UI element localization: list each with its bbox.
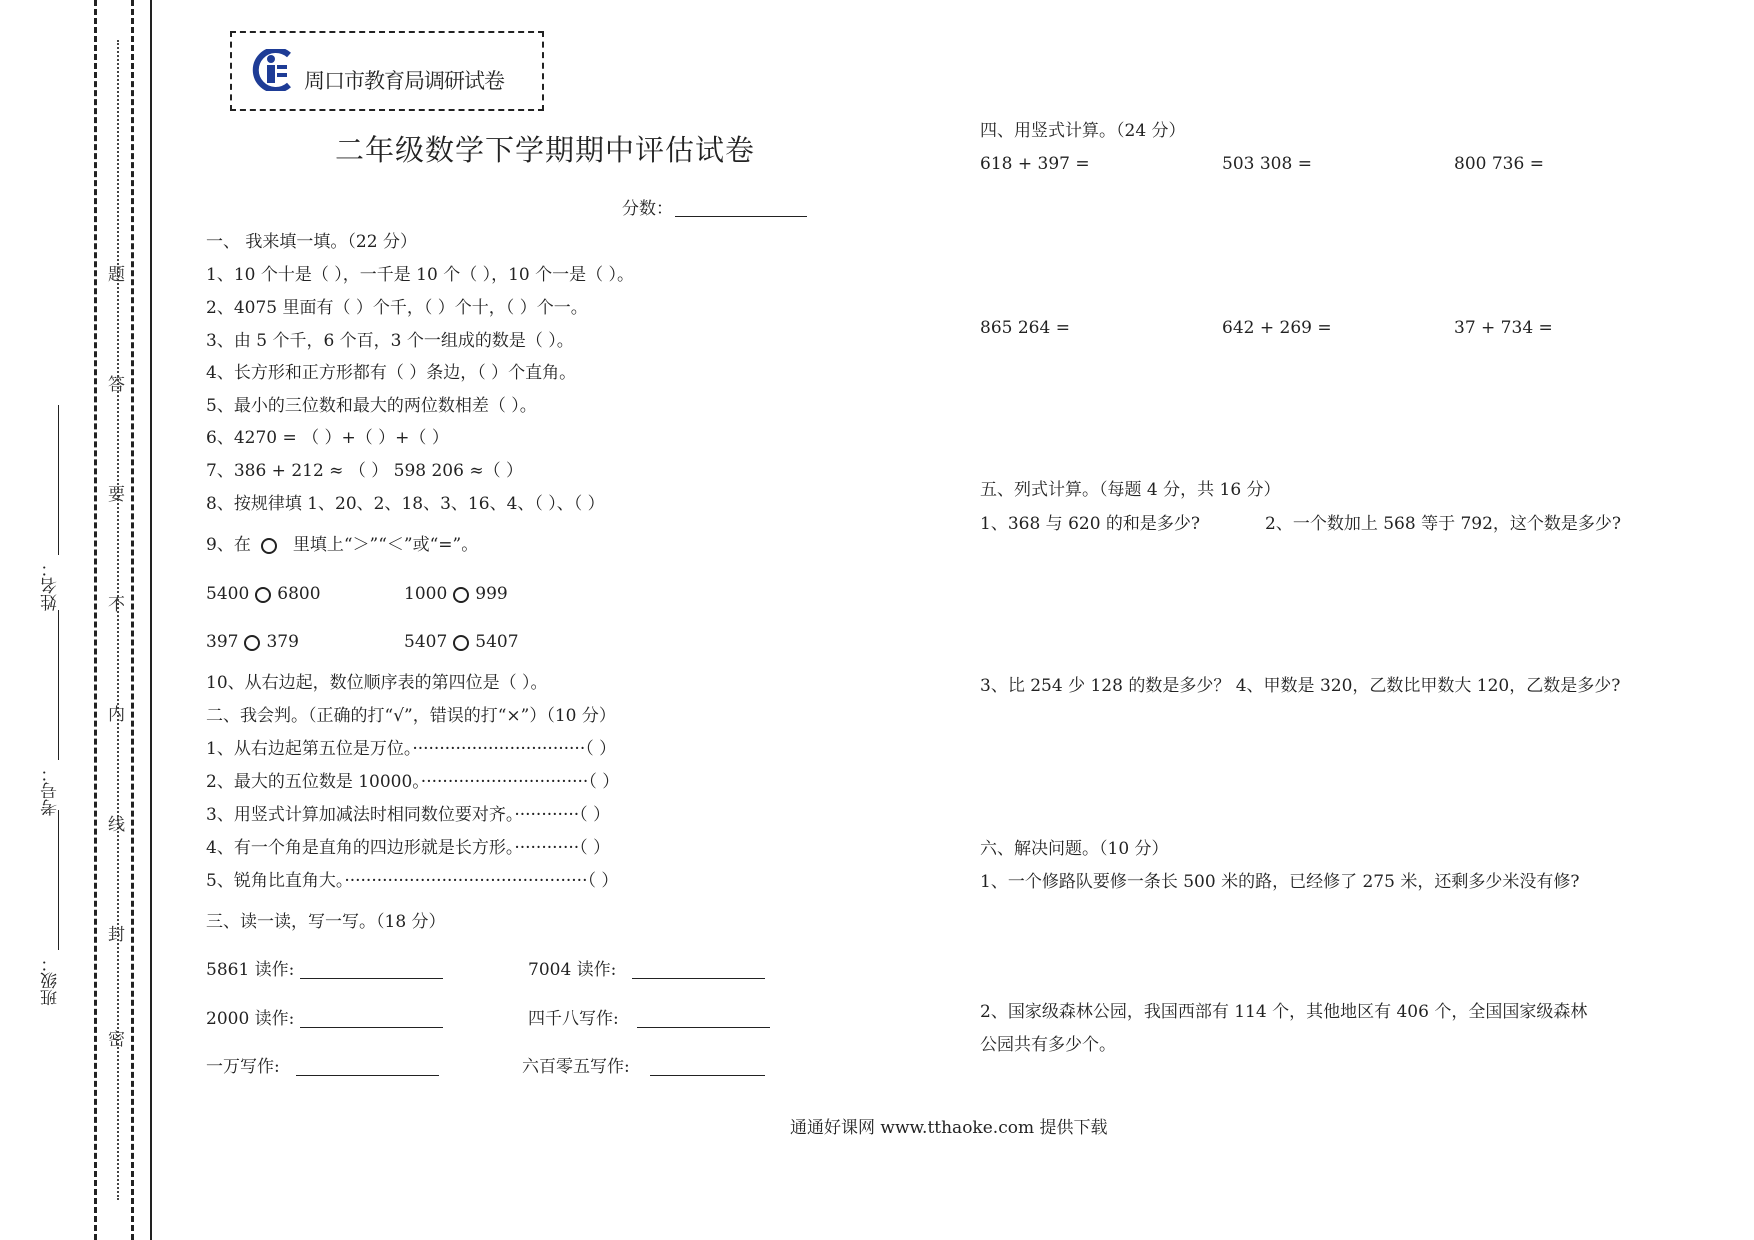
vertical-calc-4: 865 264 = [980,318,1070,338]
question-1-1: 1、10 个十是（ ），一千是 10 个（ ），10 个一是（ ）。 [206,265,635,285]
question-1-10: 10、从右边起，数位顺序表的第四位是（ ）。 [206,673,548,693]
binding-line-solid [150,0,152,1240]
class-line [58,810,59,950]
read-write-item-4 [528,1009,619,1029]
question-1-3: 3、由 5 个千，6 个百，3 个一组成的数是（ ）。 [206,331,574,351]
answer-line[interactable] [637,1027,770,1028]
section3-heading: 三、读一读，写一写。（18 分） [206,912,446,932]
read-write-item-1 [206,960,294,980]
seal-char-1: 题 [108,265,125,285]
vertical-calc-3: 800 736 = [1454,154,1544,174]
binding-line-dashed-outer [94,0,97,1240]
question-1-6: 6、4270 = （ ）+（ ）+（ ） [206,428,449,448]
compare-circle-icon [261,538,277,554]
seal-char-7: 封 [108,925,125,945]
question-1-9 [206,535,478,555]
footer-credit: 通通好课网 www.tthaoke.com 提供下载 [790,1118,1108,1138]
section1-heading: 一、 我来填一填。（22 分） [206,232,417,252]
question-1-7: 7、386 + 212 ≈ （ ） 598 206 ≈（ ） [206,461,523,481]
compare-a: 397 [206,632,239,652]
compare-circle-icon[interactable] [255,587,271,603]
logo-text: 周口市教育局调研试卷 [304,69,504,93]
answer-line[interactable] [300,978,443,979]
compare-item-1 [206,584,321,604]
read-write-label: 一万写作: [206,1057,280,1077]
education-logo-icon [245,49,295,91]
judge-item-1: 1、从右边起第五位是万位。································（ ） [206,739,617,759]
compare-a: 1000 [404,584,448,604]
problem-1: 1、一个修路队要修一条长 500 米的路，已经修了 275 米，还剩多少米没有修? [980,872,1580,892]
question-1-9-suffix: 里填上“＞”“＜”或“=”。 [292,535,479,555]
question-1-4: 4、长方形和正方形都有（ ）条边，（ ）个直角。 [206,363,577,383]
question-1-5: 5、最小的三位数和最大的两位数相差（ ）。 [206,396,537,416]
problem-2-line1: 2、国家级森林公园，我国西部有 114 个，其他地区有 406 个，全国国家级森林 [980,1002,1588,1022]
answer-line[interactable] [650,1075,765,1076]
section2-heading: 二、我会判。（正确的打“√”，错误的打“×”）（10 分） [206,706,616,726]
section6-heading: 六、解决问题。（10 分） [980,839,1169,859]
read-write-item-2 [528,960,616,980]
judge-item-5: 5、锐角比直角大。·············································（ ） [206,871,619,891]
score-line [675,216,807,217]
section4-heading: 四、用竖式计算。（24 分） [980,121,1186,141]
compare-a: 5407 [404,632,448,652]
read-write-label: 六百零五写作: [522,1057,630,1077]
vertical-calc-2: 503 308 = [1222,154,1312,174]
answer-line[interactable] [296,1075,439,1076]
compare-b: 6800 [277,584,321,604]
question-1-9-prefix: 9、在 [206,535,251,555]
question-1-2: 2、4075 里面有（ ）个千，（ ）个十，（ ）个一。 [206,298,588,318]
problem-2-line2: 公园共有多少个。 [980,1035,1116,1055]
name-label: 姓名： [41,560,61,611]
read-write-item-6 [522,1057,630,1077]
section5-heading: 五、列式计算。（每题 4 分，共 16 分） [980,480,1281,500]
compare-item-2 [404,584,508,604]
seal-char-8: 密 [108,1030,125,1050]
read-write-label: 7004 读作: [528,960,617,980]
judge-item-3: 3、用竖式计算加减法时相同数位要对齐。············（ ） [206,805,611,825]
judge-item-2: 2、最大的五位数是 10000。·······························（ ） [206,772,620,792]
compare-b: 5407 [475,632,519,652]
compare-a: 5400 [206,584,250,604]
read-write-label: 四千八写作: [528,1009,619,1029]
vertical-calc-1: 618 + 397 = [980,154,1090,174]
read-write-item-5 [206,1057,280,1077]
answer-line[interactable] [300,1027,443,1028]
compare-circle-icon[interactable] [453,635,469,651]
seal-char-4: 不 [108,595,125,615]
seal-char-6: 线 [108,815,125,835]
seal-char-5: 内 [108,705,125,725]
question-1-8: 8、按规律填 1、20、2、18、3、16、4、（ ）、（ ） [206,494,605,514]
exam-no-label: 考号： [41,765,61,816]
logo-box [230,31,544,111]
compare-circle-icon[interactable] [244,635,260,651]
read-write-label: 5861 读作: [206,960,295,980]
read-write-label: 2000 读作: [206,1009,295,1029]
seal-char-3: 要 [108,485,125,505]
judge-item-4: 4、有一个角是直角的四边形就是长方形。············（ ） [206,838,611,858]
compare-b: 999 [475,584,508,604]
vertical-calc-5: 642 + 269 = [1222,318,1332,338]
binding-line-dashed-inner [131,0,134,1240]
name-line [58,405,59,555]
formula-question-2: 2、一个数加上 568 等于 792，这个数是多少? [1265,514,1622,534]
page-title: 二年级数学下学期期中评估试卷 [335,133,756,167]
exam-no-line [58,610,59,760]
formula-question-1: 1、368 与 620 的和是多少? [980,514,1201,534]
vertical-calc-6: 37 + 734 = [1454,318,1553,338]
formula-question-3-4: 3、比 254 少 128 的数是多少？ 4、甲数是 320，乙数比甲数大 120，乙数是多少? [980,676,1621,696]
compare-circle-icon[interactable] [453,587,469,603]
class-label: 班级： [41,955,61,1006]
read-write-item-3 [206,1009,294,1029]
compare-item-3 [206,632,299,652]
answer-line[interactable] [632,978,765,979]
compare-item-4 [404,632,519,652]
compare-b: 379 [266,632,299,652]
score-label: 分数： [622,199,673,219]
seal-char-2: 答 [108,375,125,395]
